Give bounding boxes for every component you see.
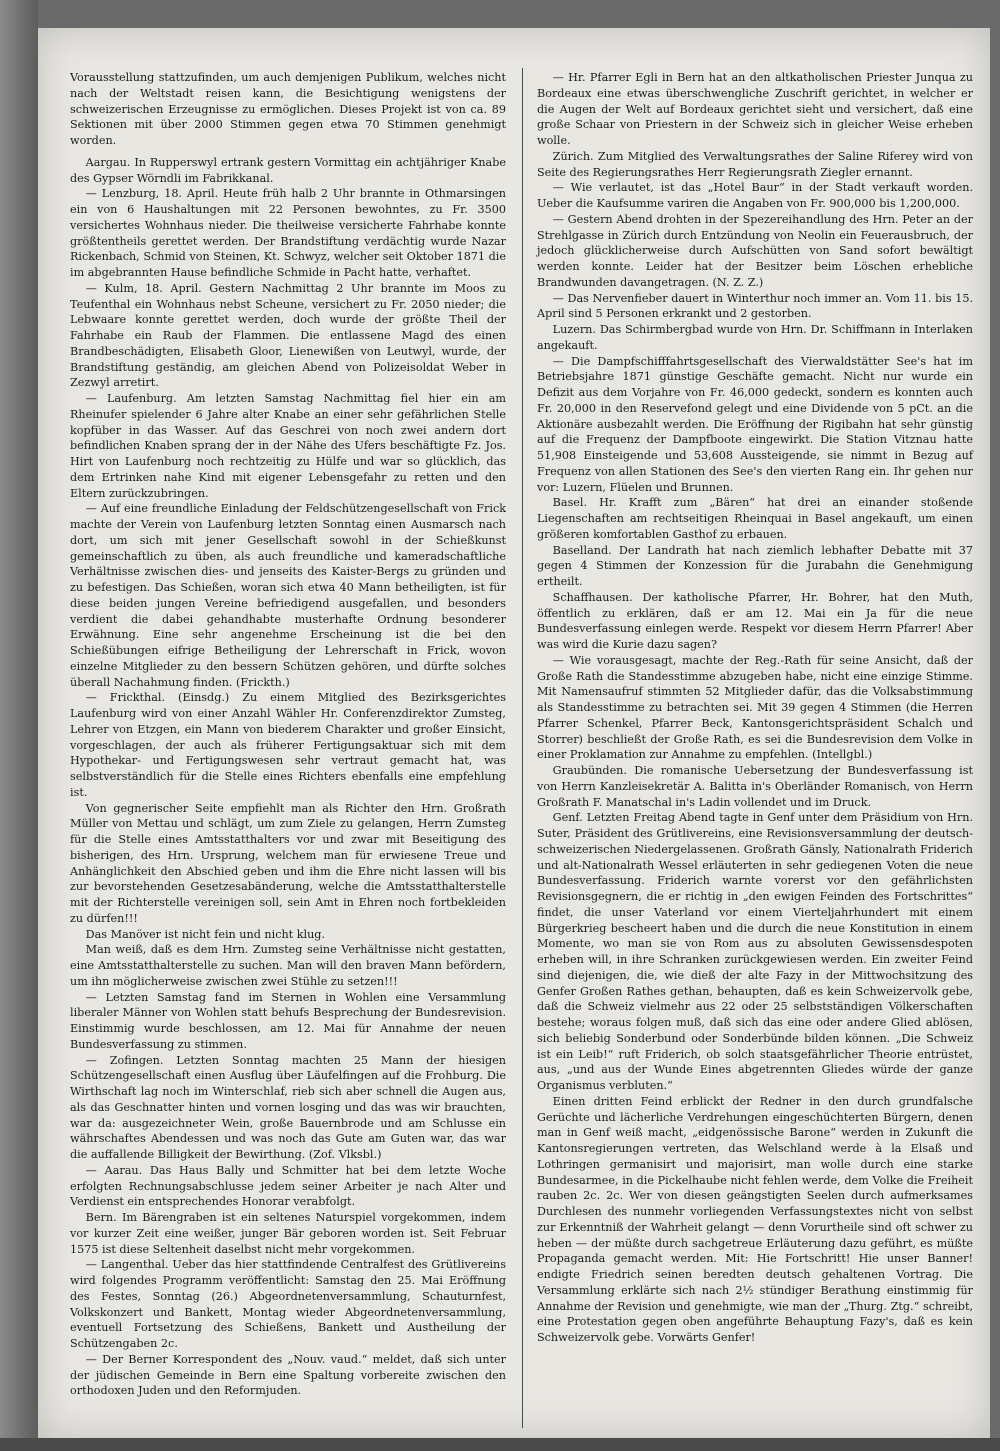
paragraph: Luzern. Das Schirmbergbad wurde von Hrn. Dr. Schiffmann in Interlaken angekauft. xyxy=(537,323,973,352)
paragraph: Basel. Hr. Krafft zum „Bären“ hat drei an einander stoßende Liegenschaften am rechtseitigen Rheinquai in Basel angekauft, um einen größeren komfortablen Gasthof zu erbauen. xyxy=(537,496,973,541)
paragraph: Man weiß, daß es dem Hrn. Zumsteg seine Verhältnisse nicht gestatten, eine Amtsstatthalterstelle zu suchen. Man will den braven Mann befördern, um ihn möglicherweise zwischen zwei Stühle zu setzen!!! xyxy=(70,943,506,988)
paragraph: Graubünden. Die romanische Uebersetzung der Bundesverfassung ist von Herrn Kanzleisekretär A. Balitta in's Oberländer Romanisch, von Herrn Großrath F. Manatschal in's Ladin vollendet und im Druck. xyxy=(537,764,973,809)
paragraph: Bern. Im Bärengraben ist ein seltenes Naturspiel vorgekommen, indem vor kurzer Zeit eine weißer, junger Bär geboren worden ist. Seit Februar 1575 ist diese Seltenheit daselbst nicht mehr vorgekommen. xyxy=(70,1211,506,1256)
column-rule xyxy=(522,68,523,1428)
paragraph: — Frickthal. (Einsdg.) Zu einem Mitglied des Bezirksgerichtes Laufenburg wird von einer Anzahl Wähler Hr. Conferenzdirektor Zumsteg, Lehrer von Etzgen, ein Mann von biederem Charakter und großer Einsicht, vorgeschlagen, der auch als früherer Fertigungsaktuar sich mit dem Hypothekar- und Fertigungswesen sehr vertraut gemacht hat, was selbstverständlich für die Stelle eines Richters ebenfalls eine empfehlung ist. xyxy=(70,691,506,799)
paragraph: Von gegnerischer Seite empfiehlt man als Richter den Hrn. Großrath Müller von Mettau und schlägt, um zum Ziele zu gelangen, Herrn Zumsteg für die Stelle eines Amtsstatthalters vor und zwar mit Beseitigung des bisherigen, des Hrn. Ursprung, welchem man für erwiesene Treue und Anhänglichkeit den Abschied geben und ihm die Ehre nicht lassen will bis zur bevorstehenden Gesetzesabänderung, welche die Amtsstatthalterstelle mit der Richterstelle vereinigen soll, sein Amt in Ehren noch fortbekleiden zu dürfen!!! xyxy=(70,801,506,925)
paragraph: — Laufenburg. Am letzten Samstag Nachmittag fiel hier ein am Rheinufer spielender 6 Jahre alter Knabe an einer sehr gefährlichen Stelle kopfüber in das Wasser. Auf das Geschrei von noch zwei andern dort befindlichen Knaben sprang der in der Nähe des Ufers beschäftigte Fz. Jos. Hirt von Laufenburg noch rechtzeitig zu Hülfe und war so glücklich, das dem Ertrinken nahe Kind mit eigener Lebensgefahr zu retten und den Eltern zurückzubringen. xyxy=(70,392,506,500)
paragraph: — Wie verlautet, ist das „Hotel Baur“ in der Stadt verkauft worden. Ueber die Kaufsumme variren die Angaben von Fr. 900,000 bis 1,200,000. xyxy=(537,181,973,210)
paragraph: — Langenthal. Ueber das hier stattfindende Centralfest des Grütlivereins wird folgendes Programm veröffentlicht: Samstag den 25. Mai Eröffnung des Festes, Sonntag (26.) Abgeordnetenversammlung, Schauturnfest, Volkskonzert und Bankett, Montag wieder Abgeordnetenversammlung, eventuell Fortsetzung des Schießens, Bankett und Austheilung der Schützengaben 2c. xyxy=(70,1258,506,1350)
paragraph: — Die Dampfschifffahrtsgesellschaft des Vierwaldstätter See's hat im Betriebsjahre 1871 günstige Geschäfte gemacht. Nicht nur wurde ein Defizit aus dem Vorjahre von Fr. 46,000 gedeckt, sondern es konnten auch Fr. 20,000 in den Reservefond gelegt und eine Dividende von 5 pCt. an die Aktionäre ausbezahlt werden. Die Eröffnung der Rigibahn hat sehr günstig auf die Frequenz der Dampfboote eingewirkt. Die Station Vitznau hatte 51,908 Einsteigende und 53,608 Aussteigende, sie nimmt in Bezug auf Frequenz von allen Stationen des See's den vierten Rang ein. Ihr gehen nur vor: Luzern, Flüelen und Brunnen. xyxy=(537,354,973,494)
paragraph: — Zofingen. Letzten Sonntag machten 25 Mann der hiesigen Schützengesellschaft einen Ausflug über Läufelfingen auf die Frohburg. Die Wirthschaft lag noch im Winterschlaf, rieb sich aber schnell die Augen aus, als das Geschnatter hinten und vornen losging und das was wir brauchten, war da: ausgezeichneter Wein, große Bauernbrode und am Schlusse ein währschaftes Abendessen und was noch das Gute am Guten war, das war die auffallende Billigkeit der Bewirthung. (Zof. Vlksbl.) xyxy=(70,1053,506,1161)
paragraph: — Kulm, 18. April. Gestern Nachmittag 2 Uhr brannte im Moos zu Teufenthal ein Wohnhaus nebst Scheune, versichert zu Fr. 2050 nieder; die Lebwaare konnte gerettet werden, doch wurde der größte Theil der Fahrhabe ein Raub der Flammen. Die entlassene Magd des einen Brandbeschädigten, Elisabeth Gloor, Lienewißen von Leutwyl, wurde, der Brandstiftung geständig, am gleichen Abend von Polizeisoldat Weber in Zezwyl arretirt. xyxy=(70,281,506,390)
paragraph: Vorausstellung stattzufinden, um auch demjenigen Publikum, welches nicht nach der Weltstadt reisen kann, die Besichtigung wenigstens der schweizerischen Erzeugnisse zu ermöglichen. Dieses Projekt ist von ca. 89 Sektionen mit über 2000 Stimmen gegen etwa 70 Stimmen genehmigt worden. xyxy=(70,71,506,147)
scan-margin-left xyxy=(0,0,38,1451)
paragraph: Genf. Letzten Freitag Abend tagte in Genf unter dem Präsidium von Hrn. Suter, Präsident des Grütlivereins, eine Revisionsversammlung der deutsch-schweizerischen Niedergelassenen. Großrath Gänsly, Nationalrath Friderich und alt-Nationalrath Wessel erläuterten in sehr gediegenen Voten die neue Bundesverfassung. Friderich warnte vorerst vor den gefährlichsten Revisionsgegnern, die er richtig in „den ewigen Feinden des Fortschrittes“ findet, die unser Vaterland vor einem Vierteljahrhundert mit einem Bürgerkrieg bescheert haben und die durch die neue Konstitution in einem Momente, wo man sie von Rom aus zu absoluten Gewissensdespoten erheben will, in ihre Schranken zurückgewiesen werden. Ein zweiter Feind sind diejenigen, die, wie dieß der alte Fazy in der Mittwochsitzung des Genfer Großen Rathes gethan, behaupten, daß es kein Schweizervolk gebe, daß die Schweiz vielmehr aus 22 oder 25 selbstständigen Völkerschaften bestehe; woraus folgen muß, daß sich das eine oder andere Glied ablösen, sich beliebig Sonderbund oder Sonderbünde bilden können. „Die Schweiz ist ein Leib!“ ruft Friderich, ob solch staatsgefährlicher Theorie entrüstet, aus, „und aus der Wunde Eines abgetrennten Gliedes würde der ganze Organismus verbluten.“ xyxy=(537,811,973,1092)
paragraph: Schaffhausen. Der katholische Pfarrer, Hr. Bohrer, hat den Muth, öffentlich zu erklären, daß er am 12. Mai ein Ja für die neue Bundesverfassung einlegen werde. Respekt vor diesem Herrn Pfarrer! Aber was wird die Kurie dazu sagen? xyxy=(537,590,973,651)
paragraph: — Lenzburg, 18. April. Heute früh halb 2 Uhr brannte in Othmarsingen ein von 6 Haushaltungen mit 22 Personen bewohntes, zu Fr. 3500 versichertes Wohnhaus nieder. Die theilweise versicherte Fahrhabe konnte größtentheils gerettet werden. Der Brandstiftung verdächtig wurde Nazar Rickenbach, Schmid von Steinen, Kt. Schwyz, welcher seit Oktober 1871 die im abgebrannten Hause befindliche Schmide in Pacht hatte, verhaftet. xyxy=(70,187,506,279)
paragraph: — Letzten Samstag fand im Sternen in Wohlen eine Versammlung liberaler Männer von Wohlen statt behufs Besprechung der Bundesrevision. Einstimmig wurde beschlossen, am 12. Mai für Annahme der neuen Bundesverfassung zu stimmen. xyxy=(70,990,506,1051)
paragraph: — Hr. Pfarrer Egli in Bern hat an den altkatholischen Priester Junqua zu Bordeaux eine etwas überschwengliche Zuschrift gerichtet, in welcher er die Augen der Welt auf Bordeaux gerichtet sieht und versichert, daß eine große Schaar von Priestern in der Schweiz sich in gleicher Weise erheben wolle. xyxy=(537,71,973,147)
paragraph: — Der Berner Korrespondent des „Nouv. vaud.“ meldet, daß sich unter der jüdischen Gemeinde in Bern eine Spaltung vorbereite zwischen den orthodoxen Juden und den Reformjuden. xyxy=(70,1352,506,1398)
paragraph: Aargau. In Rupperswyl ertrank gestern Vormittag ein achtjähriger Knabe des Gypser Wörndli im Fabrikkanal. xyxy=(70,155,506,185)
right-column xyxy=(537,70,973,1346)
paragraph: — Auf eine freundliche Einladung der Feldschützengesellschaft von Frick machte der Verein von Laufenburg letzten Sonntag einen Ausmarsch nach dort, um sich mit jener Gesellschaft sowohl in der Schießkunst gemeinschaftlich zu üben, als auch freundliche und kameradschaftliche Verhältnisse zwischen dies- und jenseits des Kaister-Bergs zu gründen und zu befestigen. Das Schießen, woran sich etwa 40 Mann betheiligten, ist für diese beiden jungen Vereine befriedigend ausgefallen, und besonders verdient die dabei gehandhabte musterhafte Ordnung besonderer Erwähnung. Eine sehr angenehme Erscheinung ist die bei den Schießübungen eifrige Betheiligung der Lehrerschaft in Frick, wovon einzelne Mitglieder zu den bessern Schützen gehören, und dürfte solches überall Nachahmung finden. (Frickth.) xyxy=(70,502,506,689)
paragraph: Einen dritten Feind erblickt der Redner in den durch grundfalsche Gerüchte und lächerliche Verdrehungen eingeschüchterten Bürgern, denen man in Genf weiß macht, „eidgenössische Barone“ werden in Zukunft die Kantonsregierungen vertreten, das Welschland werde à la Elsaß und Lothringen germanisirt und majorisirt, man wolle durch eine starke Bundesarmee, in die Pickelhaube nicht fehlen werde, dem Volke die Freiheit rauben 2c. 2c. Wer von diesen geängstigten Seelen durch aufmerksames Durchlesen des nunmehr vorliegenden Verfassungstextes nicht von selbst zur Erkenntniß der Wahrheit gelangt — denn Vorurtheile sind oft schwer zu heben — der müßte durch sachgetreue Erläuterung dazu geführt, es müßte Propaganda gemacht werden. Mit: Hie Fortschritt! Hie unser Banner! endigte Friedrich seinen beredten deutsch gehaltenen Vortrag. Die Versammlung erklärte sich nach 2½ stündiger Berathung einstimmig für Annahme der Revision und genehmigte, wie man der „Thurg. Ztg.“ schreibt, eine Protestation gegen oben angeführte Behauptung Fazy's, daß es kein Schweizervolk gebe. Vorwärts Genfer! xyxy=(537,1094,973,1344)
paragraph: — Wie vorausgesagt, machte der Reg.-Rath für seine Ansicht, daß der Große Rath die Standesstimme abzugeben habe, nicht eine einzige Stimme. Mit Namensaufruf stimmten 52 Mitglieder dafür, das die Volksabstimmung als Standesstimme zu betrachten sei. Mit 39 gegen 4 Stimmen (die Herren Pfarrer Schenkel, Pfarrer Beck, Kantonsgerichtspräsident Schalch und Storrer) beschließt der Große Rath, es sei die Bundesrevision dem Volke in einer Proklamation zur Annahme zu empfehlen. (Intellgbl.) xyxy=(537,653,973,762)
paragraph: — Gestern Abend drohten in der Spezereihandlung des Hrn. Peter an der Strehlgasse in Zürich durch Entzündung von Neolin ein Feuerausbruch, der jedoch glücklicherweise durch Aufschütten von Sand sofort bewältigt werden konnte. Leider hat der Besitzer beim Löschen erhebliche Brandwunden davangetragen. (N. Z. Z.) xyxy=(537,212,973,289)
paragraph: Zürich. Zum Mitglied des Verwaltungsrathes der Saline Riferey wird von Seite des Regierungsrathes Herr Regierungsrath Ziegler ernannt. xyxy=(537,149,973,179)
paragraph: — Aarau. Das Haus Bally und Schmitter hat bei dem letzte Woche erfolgten Rechnungsabschlusse jedem seiner Arbeiter je nach Alter und Verdienst ein entsprechendes Honorar verabfolgt. xyxy=(70,1163,506,1209)
scan-margin-bottom xyxy=(0,1438,1000,1451)
left-column xyxy=(70,70,506,1399)
paragraph: — Das Nervenfieber dauert in Winterthur noch immer an. Vom 11. bis 15. April sind 5 Personen erkrankt und 2 gestorben. xyxy=(537,291,973,321)
paragraph: Baselland. Der Landrath hat nach ziemlich lebhafter Debatte mit 37 gegen 4 Stimmen der Konzession für die Jurabahn die Genehmigung ertheilt. xyxy=(537,543,973,588)
paragraph: Das Manöver ist nicht fein und nicht klug. xyxy=(85,927,326,941)
